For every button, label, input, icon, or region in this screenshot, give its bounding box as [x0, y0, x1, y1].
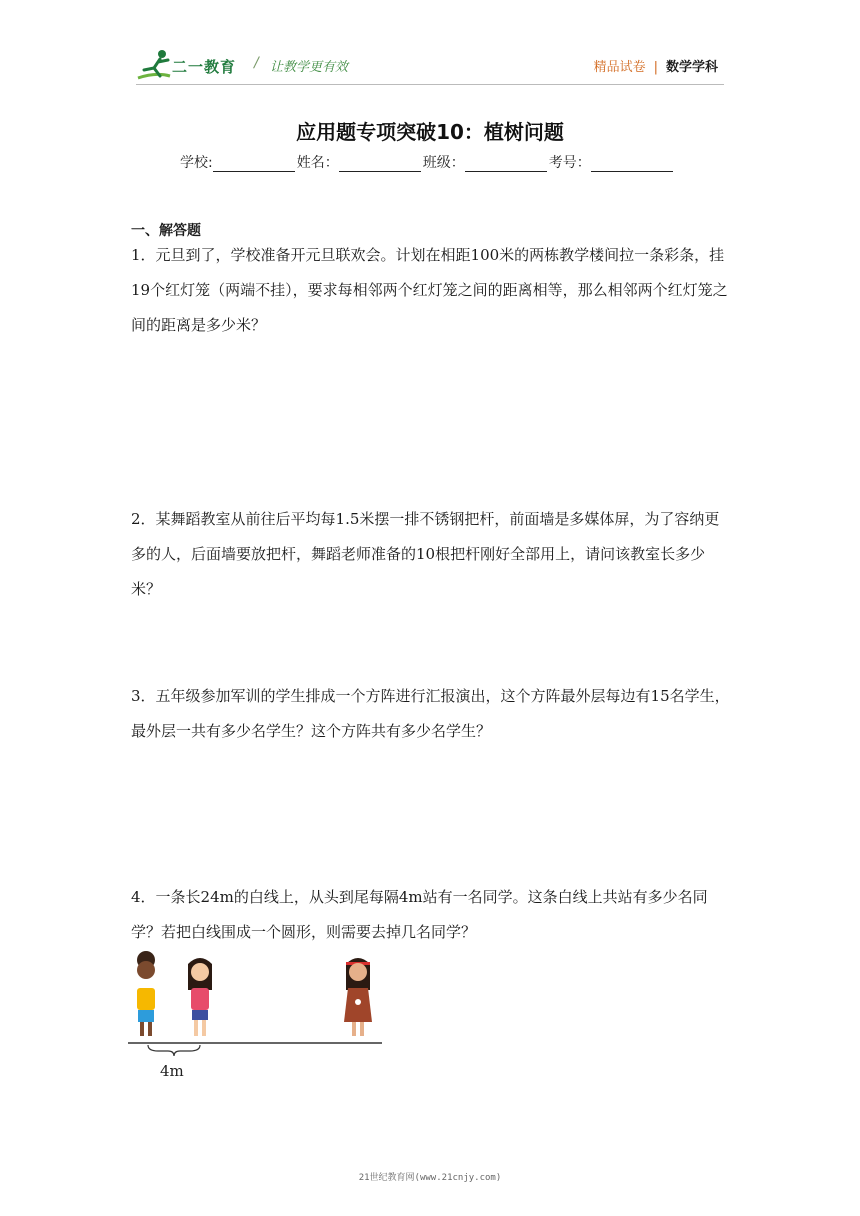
school-blank[interactable]: [213, 157, 295, 172]
header-right: [594, 56, 718, 75]
question-2: 2．某舞蹈教室从前往后平均每1.5米摆一排不锈钢把杆，前面墙是多媒体屏，为了容纳更多的人，后面墙要放把杆，舞蹈老师准备的10根把杆刚好全部用上，请问该教室长多少米？: [131, 510, 720, 598]
paper-type-label: 精品试卷: [593, 60, 646, 75]
page-title: 应用题专项突破10：植树问题: [296, 120, 564, 144]
logo-text: 二一教育: [172, 58, 237, 76]
subject-label: 数学学科: [665, 60, 718, 75]
distance-label: 4m: [160, 1062, 184, 1080]
student-1-icon: [137, 951, 155, 1036]
name-blank[interactable]: [339, 157, 421, 172]
header-separator: |: [653, 60, 658, 75]
question-4: 4．一条长24m的白线上，从头到尾每隔4m站有一名同学。这条白线上共站有多少名同学？若把白线围成一个圆形，则需要去掉几名同学？: [131, 888, 708, 941]
section-heading: 一、解答题: [131, 223, 201, 239]
page-footer: 21世纪教育网(www.21cnjy.com): [358, 1173, 502, 1183]
student-3-icon: [344, 958, 372, 1036]
class-label: 班级：: [422, 155, 465, 171]
name-label: 姓名：: [296, 155, 339, 171]
students-on-line-figure: [128, 950, 388, 1082]
student-2-icon: [188, 958, 212, 1036]
page-header: [0, 0, 860, 90]
school-label: 学校:: [180, 155, 213, 171]
exam-number-label: 考号：: [548, 155, 591, 171]
slogan: 让教学更有效: [270, 60, 349, 75]
header-divider: [136, 84, 724, 85]
question-3: 3．五年级参加军训的学生排成一个方阵进行汇报演出，这个方阵最外层每边有15名学生，最外层一共有多少名学生？这个方阵共有多少名学生？: [131, 687, 730, 740]
class-blank[interactable]: [465, 157, 547, 172]
distance-brace: [148, 1045, 200, 1056]
student-info-row: [180, 152, 675, 172]
question-1: 1．元旦到了，学校准备开元旦联欢会。计划在相距100米的两栋教学楼间拉一条彩条，挂19个红灯笼（两端不挂），要求每相邻两个红灯笼之间的距离相等，那么相邻两个红灯笼之间的距离是多少米？: [131, 246, 728, 334]
slogan-separator: /: [254, 55, 259, 71]
exam-number-blank[interactable]: [591, 157, 673, 172]
